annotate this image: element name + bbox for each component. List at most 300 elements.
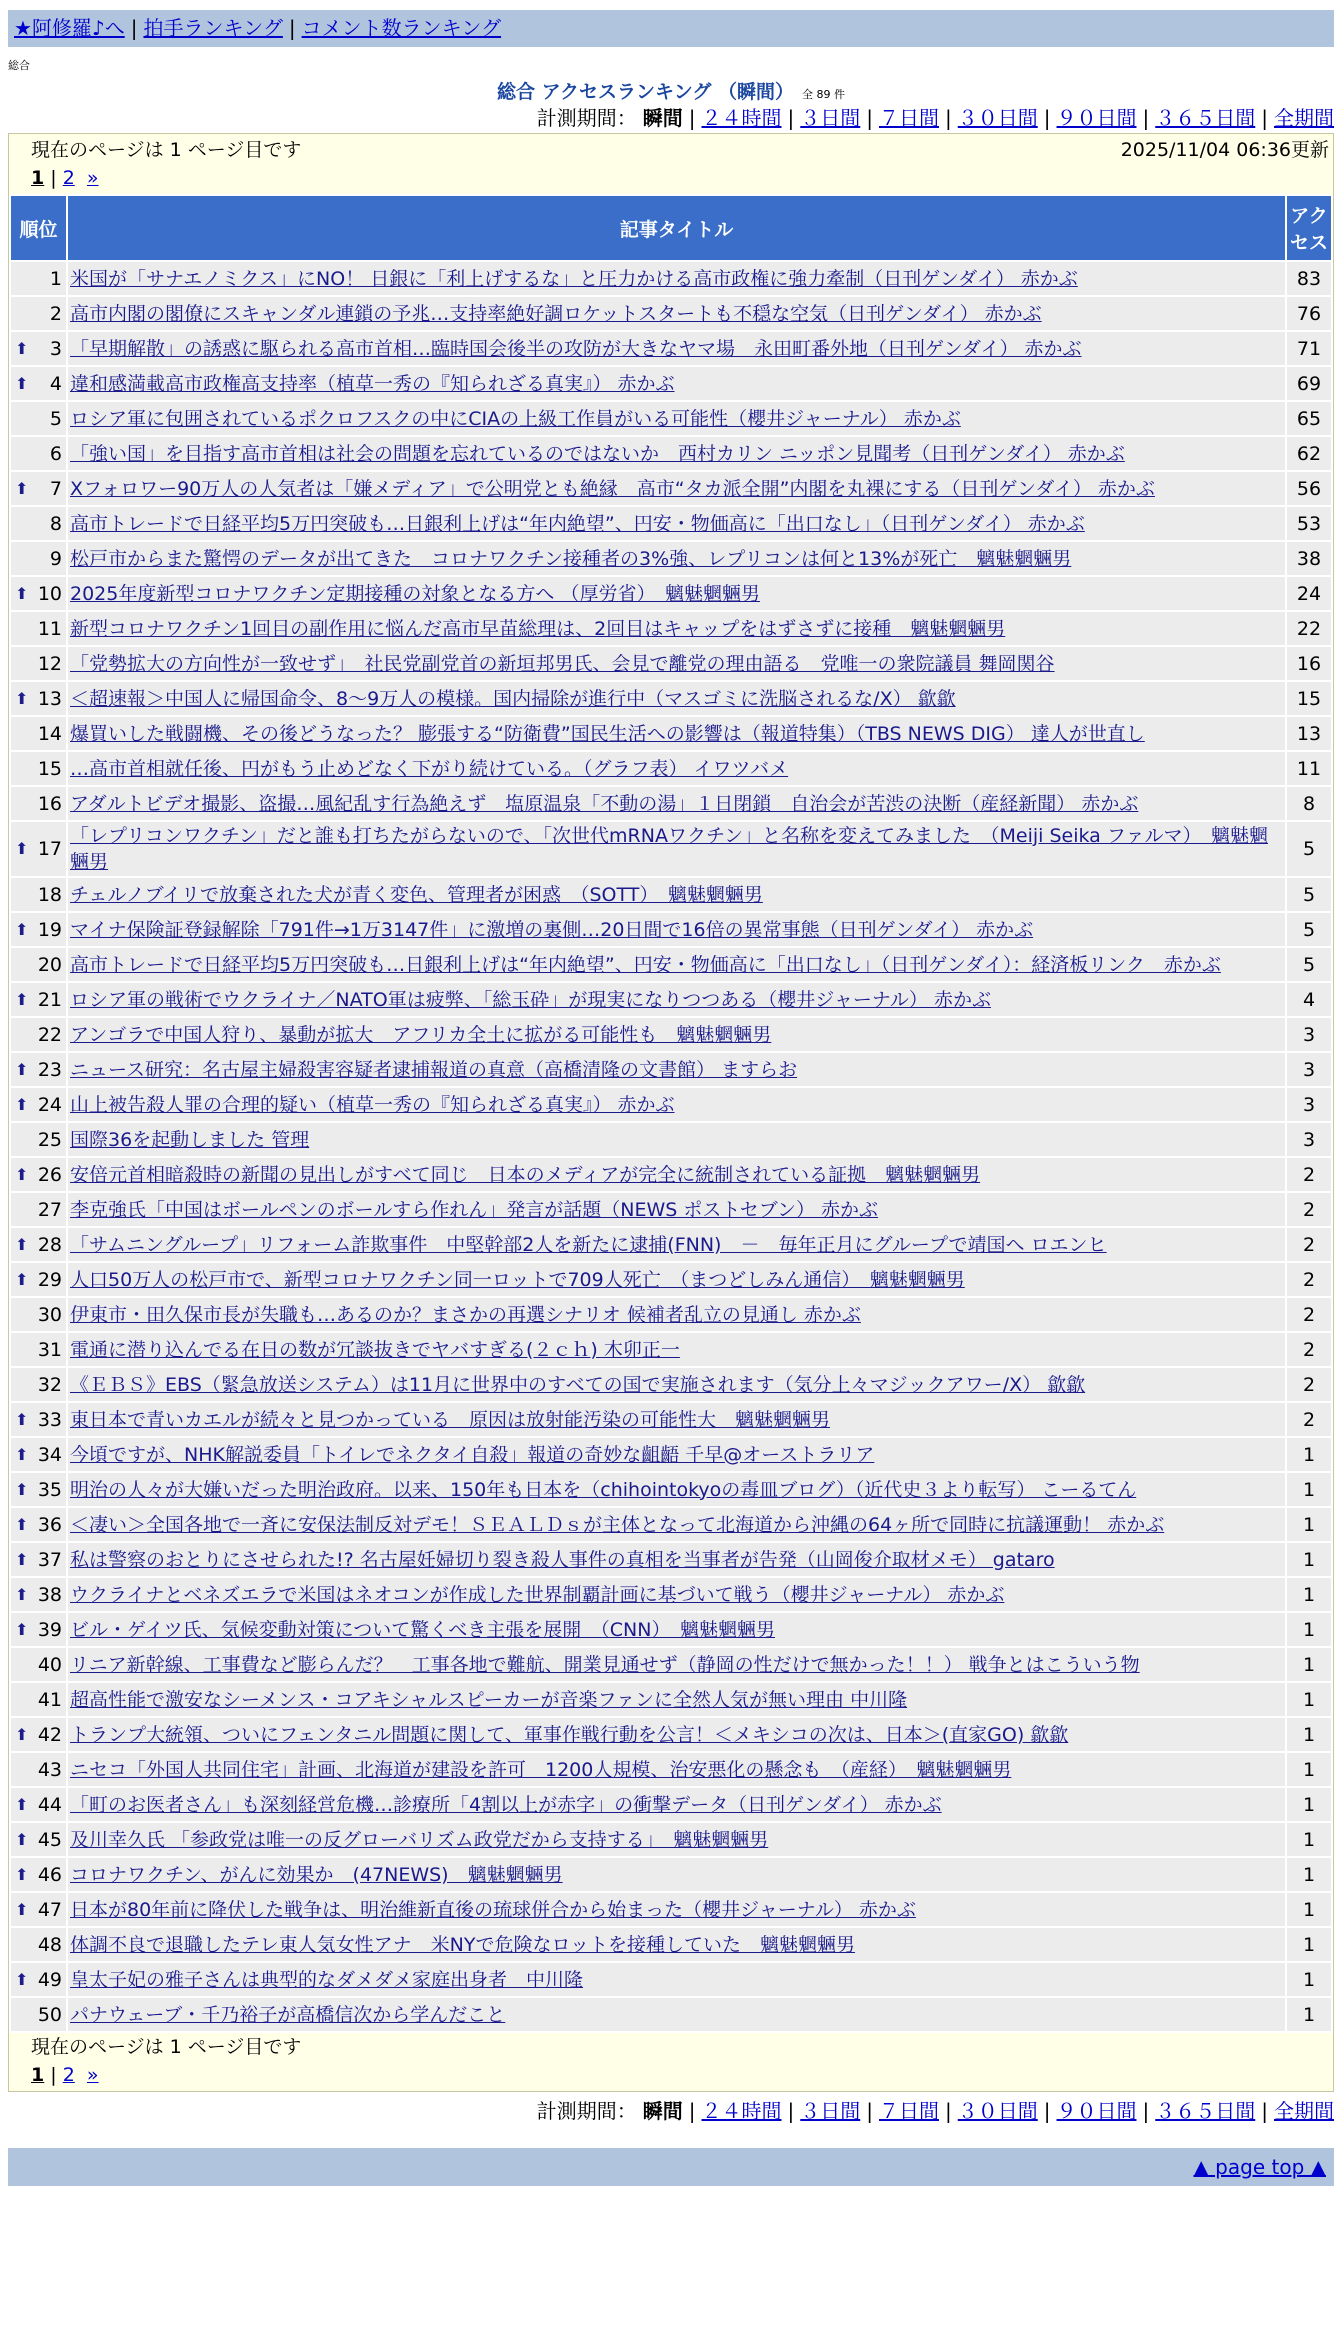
rank-number: 9: [49, 547, 62, 570]
access-count: 83: [1287, 262, 1331, 295]
access-count: 11: [1287, 752, 1331, 785]
access-count: 2: [1287, 1263, 1331, 1296]
article-link[interactable]: 人口50万人の松戸市で、新型コロナワクチン同一ロットで709人死亡 （まつどしみん通信） 魑魅魍魎男: [70, 1268, 965, 1291]
access-count: 76: [1287, 297, 1331, 330]
article-link[interactable]: 私は警察のおとりにさせられた!? 名古屋妊婦切り裂き殺人事件の真相を当事者が告発（山岡俊介取材メモ） gataro: [70, 1548, 1055, 1571]
article-link[interactable]: 安倍元首相暗殺時の新聞の見出しがすべて同じ 日本のメディアが完全に統制されている証拠 魑魅魍魎男: [70, 1163, 981, 1186]
rank-cell: [11, 717, 66, 750]
article-link[interactable]: アンゴラで中国人狩り、暴動が拡大 アフリカ全土に拡がる可能性も 魑魅魍魎男: [70, 1023, 772, 1046]
title-cell: [68, 332, 1285, 365]
article-link[interactable]: 松戸市からまた驚愕のデータが出てきた コロナワクチン接種者の3%強、レプリコンは何と13%が死亡 魑魅魍魎男: [70, 547, 1072, 570]
page-title-row: [8, 77, 1334, 103]
title-cell: [68, 1333, 1285, 1366]
rank-number: 3: [49, 337, 62, 360]
article-link[interactable]: 高市内閣の閣僚にスキャンダル連鎖の予兆…支持率絶好調ロケットスタートも不穏な空気（日刊ゲンダイ） 赤かぶ: [70, 302, 1042, 325]
rank-number: 13: [37, 687, 62, 710]
arrow-up-icon: ⬆: [15, 1619, 29, 1639]
period-90d[interactable]: ９０日間: [1056, 106, 1137, 130]
article-link[interactable]: ビル・ゲイツ氏、気候変動対策について驚くべき主張を展開 （CNN） 魑魅魍魎男: [70, 1618, 775, 1641]
rank-cell: [11, 787, 66, 820]
period-30d[interactable]: ３０日間: [957, 106, 1038, 130]
article-link[interactable]: 爆買いした戦闘機、その後どうなった？ 膨張する“防衛費”国民生活への影響は（報道特集）（TBS NEWS DIG） 達人が世直し: [70, 722, 1145, 745]
rank-cell: [11, 983, 66, 1016]
table-row: [11, 1683, 1331, 1716]
arrow-up-icon: ⬆: [15, 1444, 29, 1464]
access-count: 13: [1287, 717, 1331, 750]
access-count: 2: [1287, 1193, 1331, 1226]
title-cell: [68, 1053, 1285, 1086]
rank-number: 20: [37, 953, 62, 976]
table-row: [11, 822, 1331, 876]
article-link[interactable]: 2025年度新型コロナワクチン定期接種の対象となる方へ （厚労省） 魑魅魍魎男: [70, 582, 760, 605]
article-link[interactable]: 「サムニングループ」リフォーム詐欺事件 中堅幹部2人を新たに逮捕(FNN) － 毎年正月にグループで靖国へ ロエンヒ: [70, 1233, 1107, 1256]
pager-page-2[interactable]: 2: [62, 2064, 75, 2086]
table-row: [11, 1648, 1331, 1681]
table-row: [11, 1963, 1331, 1996]
table-row: [11, 647, 1331, 680]
title-cell: [68, 577, 1285, 610]
title-cell: [68, 1998, 1285, 2031]
access-count: 1: [1287, 1893, 1331, 1926]
access-count: 5: [1287, 948, 1331, 981]
rank-cell: [11, 1928, 66, 1961]
article-link[interactable]: コロナワクチン、がんに効果か (47NEWS) 魑魅魍魎男: [70, 1863, 563, 1886]
column-access: アクセス: [1287, 196, 1331, 260]
rank-number: 38: [37, 1583, 62, 1606]
rank-number: 41: [37, 1688, 62, 1711]
rank-number: 32: [37, 1373, 62, 1396]
title-cell: [68, 1543, 1285, 1576]
article-link[interactable]: 新型コロナワクチン1回目の副作用に悩んだ高市早苗総理は、2回目はキャップをはずさずに接種 魑魅魍魎男: [70, 617, 1006, 640]
rank-cell: [11, 262, 66, 295]
table-row: [11, 913, 1331, 946]
rank-number: 35: [37, 1478, 62, 1501]
article-link[interactable]: …高市首相就任後、円がもう止めどなく下がり続けている。（グラフ表） イワツバメ: [70, 757, 789, 780]
article-link[interactable]: 高市トレードで日経平均5万円突破も…日銀利上げは“年内絶望”、円安・物価高に「出口なし」（日刊ゲンダイ） 赤かぶ: [70, 512, 1085, 535]
pager-page-2[interactable]: 2: [62, 167, 75, 189]
access-count: 16: [1287, 647, 1331, 680]
pager-top: 1 | 2 »: [31, 167, 99, 189]
arrow-up-icon: ⬆: [15, 1059, 29, 1079]
table-row: [11, 472, 1331, 505]
rank-cell: [11, 1788, 66, 1821]
article-link[interactable]: 山上被告殺人罪の合理的疑い（植草一秀の『知られざる真実』） 赤かぶ: [70, 1093, 675, 1116]
arrow-up-icon: ⬆: [15, 1479, 29, 1499]
rank-number: 28: [37, 1233, 62, 1256]
rank-cell: [11, 577, 66, 610]
title-cell: [68, 1508, 1285, 1541]
article-link[interactable]: 東日本で青いカエルが続々と見つかっている 原因は放射能汚染の可能性大 魑魅魍魎男: [70, 1408, 831, 1431]
rank-number: 48: [37, 1933, 62, 1956]
period-3d[interactable]: ３日間: [800, 106, 861, 130]
article-link[interactable]: 明治の人々が大嫌いだった明治政府。以来、150年も日本を（chihointokyoの毒皿ブログ）（近代史３より転写） こーるてん: [70, 1478, 1137, 1501]
access-count: 1: [1287, 1683, 1331, 1716]
rank-cell: [11, 1368, 66, 1401]
access-count: 53: [1287, 507, 1331, 540]
arrow-up-icon: ⬆: [15, 478, 29, 498]
table-row: [11, 1403, 1331, 1436]
access-count: 1: [1287, 1508, 1331, 1541]
table-row: [11, 507, 1331, 540]
table-row: [11, 1018, 1331, 1051]
rank-cell: [11, 1753, 66, 1786]
rank-number: 10: [37, 582, 62, 605]
article-link[interactable]: マイナ保険証登録解除「791件→1万3147件」に激増の裏側…20日間で16倍の異常事態（日刊ゲンダイ） 赤かぶ: [70, 918, 1034, 941]
title-cell: [68, 612, 1285, 645]
article-link[interactable]: 違和感満載高市政権高支持率（植草一秀の『知られざる真実』） 赤かぶ: [70, 372, 675, 395]
period-365d[interactable]: ３６５日間: [1155, 2099, 1256, 2123]
rank-cell: [11, 367, 66, 400]
title-cell: [68, 1403, 1285, 1436]
rank-number: 50: [37, 2003, 62, 2026]
table-row: [11, 1858, 1331, 1891]
access-count: 3: [1287, 1123, 1331, 1156]
period-7d[interactable]: ７日間: [879, 2099, 939, 2123]
rank-number: 33: [37, 1408, 62, 1431]
rank-cell: [11, 1858, 66, 1891]
access-count: 3: [1287, 1018, 1331, 1051]
article-link[interactable]: 「レプリコンワクチン」だと誰も打ちたがらないので、「次世代mRNAワクチン」と名称を変えてみました （Meiji Seika ファルマ） 魑魅魍魎男: [70, 825, 1268, 873]
table-row: [11, 1823, 1331, 1856]
article-link[interactable]: Xフォロワー90万人の人気者は「嫌メディア」で公明党とも絶縁 高市“タカ派全開”内閣を丸裸にする（日刊ゲンダイ） 赤かぶ: [70, 477, 1155, 500]
footer-bar: [8, 2148, 1334, 2186]
title-cell: [68, 1123, 1285, 1156]
title-cell: [68, 1473, 1285, 1506]
title-cell: [68, 1018, 1285, 1051]
table-row: [11, 1053, 1331, 1086]
article-link[interactable]: 「町のお医者さん」も深刻経営危機…診療所「4割以上が赤字」の衝撃データ（日刊ゲンダイ） 赤かぶ: [70, 1793, 942, 1816]
rank-number: 39: [37, 1618, 62, 1641]
article-link[interactable]: 「党勢拡大の方向性が一致せず」 社民党副党首の新垣邦男氏、会見で離党の理由語る 党唯一の衆院議員 舞岡関谷: [70, 652, 1055, 675]
arrow-up-icon: ⬆: [15, 1094, 29, 1114]
access-count: 3: [1287, 1053, 1331, 1086]
title-cell: [68, 1648, 1285, 1681]
rank-cell: [11, 1683, 66, 1716]
article-link[interactable]: 李克強氏「中国はボールペンのボールすら作れん」発言が話題（NEWS ポストセブン） 赤かぶ: [70, 1198, 879, 1221]
rank-number: 47: [37, 1898, 62, 1921]
rank-cell: [11, 1403, 66, 1436]
table-row: [11, 1753, 1331, 1786]
access-count: 1: [1287, 1753, 1331, 1786]
access-count: 15: [1287, 682, 1331, 715]
access-count: 1: [1287, 1998, 1331, 2031]
table-row: [11, 1438, 1331, 1471]
article-link[interactable]: アダルトビデオ撮影、盗撮…風紀乱す行為絶えず 塩原温泉「不動の湯」１日閉鎖 自治会が苦渋の決断（産経新聞） 赤かぶ: [70, 792, 1139, 815]
rank-cell: [11, 1298, 66, 1331]
rank-number: 12: [37, 652, 62, 675]
total-count: 全 89 件: [802, 88, 846, 101]
title-cell: [68, 1718, 1285, 1751]
rank-cell: [11, 647, 66, 680]
rank-number: 5: [49, 407, 62, 430]
rank-number: 24: [37, 1093, 62, 1116]
access-count: 1: [1287, 1438, 1331, 1471]
title-cell: [68, 682, 1285, 715]
arrow-up-icon: ⬆: [15, 1269, 29, 1289]
rank-number: 8: [49, 512, 62, 535]
rank-number: 26: [37, 1163, 62, 1186]
rank-cell: [11, 1088, 66, 1121]
article-link[interactable]: 国際36を起動しました 管理: [70, 1128, 310, 1151]
title-cell: [68, 1753, 1285, 1786]
article-link[interactable]: 体調不良で退職したテレ東人気女性アナ 米NYで危険なロットを接種していた 魑魅魍魎男: [70, 1933, 856, 1956]
table-row: [11, 682, 1331, 715]
arrow-up-icon: ⬆: [15, 1829, 29, 1849]
table-row: [11, 1473, 1331, 1506]
rank-number: 46: [37, 1863, 62, 1886]
rank-number: 27: [37, 1198, 62, 1221]
rank-cell: [11, 1578, 66, 1611]
arrow-up-icon: ⬆: [15, 1794, 29, 1814]
rank-number: 49: [37, 1968, 62, 1991]
arrow-up-icon: ⬆: [15, 1969, 29, 1989]
article-link[interactable]: 超高性能で激安なシーメンス・コアキシャルスピーカーが音楽ファンに全然人気が無い理由 中川隆: [70, 1688, 908, 1711]
access-count: 4: [1287, 983, 1331, 1016]
article-link[interactable]: ロシア軍に包囲されているポクロフスクの中にCIAの上級工作員がいる可能性（櫻井ジャーナル） 赤かぶ: [70, 407, 961, 430]
page-wrapper: [8, 10, 1334, 2186]
nav-link-asyura[interactable]: ★阿修羅♪へ: [14, 16, 125, 40]
title-cell: [68, 717, 1285, 750]
rank-cell: [11, 1123, 66, 1156]
access-count: 5: [1287, 878, 1331, 911]
rank-number: 34: [37, 1443, 62, 1466]
arrow-up-icon: ⬆: [15, 338, 29, 358]
rank-cell: [11, 1193, 66, 1226]
ranking-box: [8, 133, 1334, 2092]
table-row: [11, 1893, 1331, 1926]
rank-cell: [11, 1438, 66, 1471]
period-365d[interactable]: ３６５日間: [1155, 106, 1256, 130]
rank-number: 14: [37, 722, 62, 745]
article-link[interactable]: 高市トレードで日経平均5万円突破も…日銀利上げは“年内絶望”、円安・物価高に「出口なし」（日刊ゲンダイ）：経済板リンク 赤かぶ: [70, 953, 1221, 976]
period-30d[interactable]: ３０日間: [957, 2099, 1038, 2123]
ranking-table: [9, 194, 1333, 2033]
article-link[interactable]: ニセコ「外国人共同住宅」計画、北海道が建設を許可 1200人規模、治安悪化の懸念も （産経） 魑魅魍魎男: [70, 1758, 1012, 1781]
rank-cell: [11, 1998, 66, 2031]
period-24h[interactable]: ２４時間: [701, 2099, 782, 2123]
pager-current: 1: [31, 167, 45, 189]
table-row: [11, 1718, 1331, 1751]
title-cell: [68, 1683, 1285, 1716]
title-cell: [68, 1193, 1285, 1226]
page-title: 総合 アクセスランキング （瞬間）: [496, 81, 795, 103]
rank-cell: [11, 913, 66, 946]
rank-number: 25: [37, 1128, 62, 1151]
table-row: [11, 1578, 1331, 1611]
table-row: [11, 948, 1331, 981]
table-row: [11, 1228, 1331, 1261]
table-row: [11, 1543, 1331, 1576]
table-row: [11, 367, 1331, 400]
rank-number: 16: [37, 792, 62, 815]
rank-cell: [11, 1613, 66, 1646]
update-time: 2025/11/04 06:36更新: [1120, 139, 1329, 161]
table-row: [11, 1508, 1331, 1541]
article-link[interactable]: 伊東市・田久保市長が失職も…あるのか？まさかの再選シナリオ 候補者乱立の見通し 赤かぶ: [70, 1303, 861, 1326]
rank-cell: [11, 612, 66, 645]
article-link[interactable]: チェルノブイリで放棄された犬が青く変色、管理者が困惑 （SOTT） 魑魅魍魎男: [70, 883, 763, 906]
rank-number: 1: [49, 267, 62, 290]
title-cell: [68, 1263, 1285, 1296]
title-cell: [68, 1963, 1285, 1996]
period-all[interactable]: 全期間: [1274, 106, 1334, 130]
title-cell: [68, 1368, 1285, 1401]
period-all[interactable]: 全期間: [1274, 2099, 1334, 2123]
rank-number: 21: [37, 988, 62, 1011]
rank-number: 44: [37, 1793, 62, 1816]
arrow-up-icon: ⬆: [15, 1584, 29, 1604]
access-count: 2: [1287, 1158, 1331, 1191]
period-selector-bottom: 計測期間： 瞬間 | ２４時間 | ３日間 | ７日間 | ３０日間 | ９０日間 | ３６５日間 | 全期間: [536, 2099, 1334, 2123]
rank-cell: [11, 682, 66, 715]
access-count: 1: [1287, 1823, 1331, 1856]
article-link[interactable]: ニュース研究：名古屋主婦殺害容疑者逮捕報道の真意（高橋清隆の文書館） ますらお: [70, 1058, 798, 1081]
access-count: 8: [1287, 787, 1331, 820]
access-count: 65: [1287, 402, 1331, 435]
access-count: 1: [1287, 1473, 1331, 1506]
rank-number: 18: [37, 883, 62, 906]
arrow-up-icon: ⬆: [15, 373, 29, 393]
article-link[interactable]: リニア新幹線、工事費など膨らんだ？ 工事各地で難航、開業見通せず（静岡の性だけで無かった！！） 戦争とはこういう物: [70, 1653, 1140, 1676]
article-link[interactable]: トランプ大統領、ついにフェンタニル問題に関して、軍事作戦行動を公言！＜メキシコの次は、日本＞(直家GO) 歙歙: [70, 1723, 1069, 1746]
nav-link-comment-ranking[interactable]: コメント数ランキング: [301, 16, 502, 40]
rank-cell: [11, 1018, 66, 1051]
article-link[interactable]: 電通に潜り込んでる在日の数が冗談抜きでヤバすぎる(２ｃｈ) 木卯正一: [70, 1338, 680, 1361]
pager-bottom: 1 | 2 »: [31, 2064, 99, 2086]
rank-number: 29: [37, 1268, 62, 1291]
arrow-up-icon: ⬆: [15, 989, 29, 1009]
article-link[interactable]: ロシア軍の戦術でウクライナ／NATO軍は疲弊、「総玉砕」が現実になりつつある（櫻井ジャーナル） 赤かぶ: [70, 988, 991, 1011]
rank-cell: [11, 1718, 66, 1751]
title-cell: [68, 822, 1285, 876]
table-row: [11, 542, 1331, 575]
rank-cell: [11, 1508, 66, 1541]
access-count: 1: [1287, 1578, 1331, 1611]
title-cell: [68, 472, 1285, 505]
period-3d[interactable]: ３日間: [800, 2099, 861, 2123]
title-cell: [68, 1228, 1285, 1261]
table-row: [11, 332, 1331, 365]
access-count: 1: [1287, 1963, 1331, 1996]
article-link[interactable]: ＜凄い＞全国各地で一斉に安保法制反対デモ！ＳＥＡＬＤｓが主体となって北海道から沖縄の64ヶ所で同時に抗議運動！ 赤かぶ: [70, 1513, 1165, 1536]
arrow-up-icon: ⬆: [15, 919, 29, 939]
article-link[interactable]: 《ＥＢＳ》EBS（緊急放送システム）は11月に世界中のすべての国で実施されます（気分上々マジックアワー/X） 歙歙: [70, 1373, 1086, 1396]
rank-number: 2: [49, 302, 62, 325]
article-link[interactable]: 皇太子妃の雅子さんは典型的なダメダメ家庭出身者 中川隆: [70, 1968, 584, 1991]
page-info-bottom: [9, 2033, 1333, 2061]
column-rank: 順位: [11, 196, 66, 260]
article-link[interactable]: パナウェーブ・千乃裕子が高橋信次から学んだこと: [70, 2003, 506, 2026]
page-info: [9, 136, 1333, 164]
arrow-up-icon: ⬆: [15, 583, 29, 603]
access-count: 1: [1287, 1543, 1331, 1576]
access-count: 56: [1287, 472, 1331, 505]
rank-number: 23: [37, 1058, 62, 1081]
article-link[interactable]: 今頃ですが、NHK解説委員「トイレでネクタイ自殺」報道の奇妙な齟齬 千早@オーストラリア: [70, 1443, 875, 1466]
title-cell: [68, 437, 1285, 470]
table-row: [11, 1088, 1331, 1121]
article-link[interactable]: 米国が「サナエノミクス」にNO！ 日銀に「利上げするな」と圧力かける高市政権に強力牽制（日刊ゲンダイ） 赤かぶ: [70, 267, 1078, 290]
arrow-up-icon: ⬆: [15, 688, 29, 708]
rank-cell: [11, 752, 66, 785]
page-status: 現在のページは 1 ページ目です: [31, 139, 302, 161]
table-row: [11, 1788, 1331, 1821]
article-link[interactable]: 及川幸久氏 「参政党は唯一の反グローバリズム政党だから支持する」 魑魅魍魎男: [70, 1828, 769, 1851]
title-cell: [68, 507, 1285, 540]
period-current: 瞬間: [642, 106, 683, 130]
title-cell: [68, 1788, 1285, 1821]
table-row: [11, 983, 1331, 1016]
rank-number: 22: [37, 1023, 62, 1046]
title-cell: [68, 948, 1285, 981]
rank-cell: [11, 1893, 66, 1926]
title-cell: [68, 1858, 1285, 1891]
access-count: 5: [1287, 822, 1331, 876]
article-link[interactable]: ウクライナとベネズエラで米国はネオコンが作成した世界制覇計画に基づいて戦う（櫻井ジャーナル） 赤かぶ: [70, 1583, 1005, 1606]
title-cell: [68, 1823, 1285, 1856]
period-90d[interactable]: ９０日間: [1056, 2099, 1137, 2123]
access-count: 38: [1287, 542, 1331, 575]
top-navigation: [8, 10, 1334, 47]
rank-cell: [11, 507, 66, 540]
pager-next[interactable]: »: [86, 167, 99, 189]
access-count: 2: [1287, 1368, 1331, 1401]
table-row: [11, 717, 1331, 750]
title-cell: [68, 402, 1285, 435]
arrow-up-icon: ⬆: [15, 1864, 29, 1884]
title-cell: [68, 1438, 1285, 1471]
rank-number: 4: [49, 372, 62, 395]
table-row: [11, 752, 1331, 785]
rank-number: 31: [37, 1338, 62, 1361]
period-label: 計測期間：: [536, 106, 637, 130]
rank-cell: [11, 1823, 66, 1856]
category-label: 総合: [8, 59, 30, 72]
rank-number: 45: [37, 1828, 62, 1851]
title-cell: [68, 262, 1285, 295]
access-count: 1: [1287, 1788, 1331, 1821]
pager-next[interactable]: »: [86, 2064, 99, 2086]
access-count: 3: [1287, 1088, 1331, 1121]
table-row: [11, 1368, 1331, 1401]
title-cell: [68, 1928, 1285, 1961]
article-link[interactable]: ＜超速報＞中国人に帰国命令、8～9万人の模様。国内掃除が進行中（マスゴミに洗脳されるな/X） 歙歙: [70, 687, 956, 710]
title-cell: [68, 913, 1285, 946]
arrow-up-icon: ⬆: [15, 1724, 29, 1744]
column-title: 記事タイトル: [68, 196, 1285, 260]
rank-number: 6: [49, 442, 62, 465]
arrow-up-icon: ⬆: [15, 1164, 29, 1184]
page-top-link[interactable]: ▲ page top ▲: [1193, 2155, 1326, 2179]
title-cell: [68, 1578, 1285, 1611]
article-link[interactable]: 「早期解散」の誘惑に駆られる高市首相…臨時国会後半の攻防が大きなヤマ場 永田町番外地（日刊ゲンダイ） 赤かぶ: [70, 337, 1082, 360]
period-selector-top: 計測期間： 瞬間 | ２４時間 | ３日間 | ７日間 | ３０日間 | ９０日間 | ３６５日間 | 全期間: [536, 106, 1334, 130]
table-row: [11, 1298, 1331, 1331]
rank-cell: [11, 1158, 66, 1191]
title-cell: [68, 1298, 1285, 1331]
rank-number: 19: [37, 918, 62, 941]
article-link[interactable]: 「強い国」を目指す高市首相は社会の問題を忘れているのではないか 西村カリン ニッポン見聞考（日刊ゲンダイ） 赤かぶ: [70, 442, 1125, 465]
period-24h[interactable]: ２４時間: [701, 106, 782, 130]
article-link[interactable]: 日本が80年前に降伏した戦争は、明治維新直後の琉球併合から始まった（櫻井ジャーナル） 赤かぶ: [70, 1898, 916, 1921]
table-row: [11, 1263, 1331, 1296]
nav-link-applause-ranking[interactable]: 拍手ランキング: [143, 16, 283, 40]
access-count: 71: [1287, 332, 1331, 365]
rank-cell: [11, 948, 66, 981]
period-7d[interactable]: ７日間: [879, 106, 939, 130]
rank-number: 40: [37, 1653, 62, 1676]
rank-cell: [11, 1263, 66, 1296]
